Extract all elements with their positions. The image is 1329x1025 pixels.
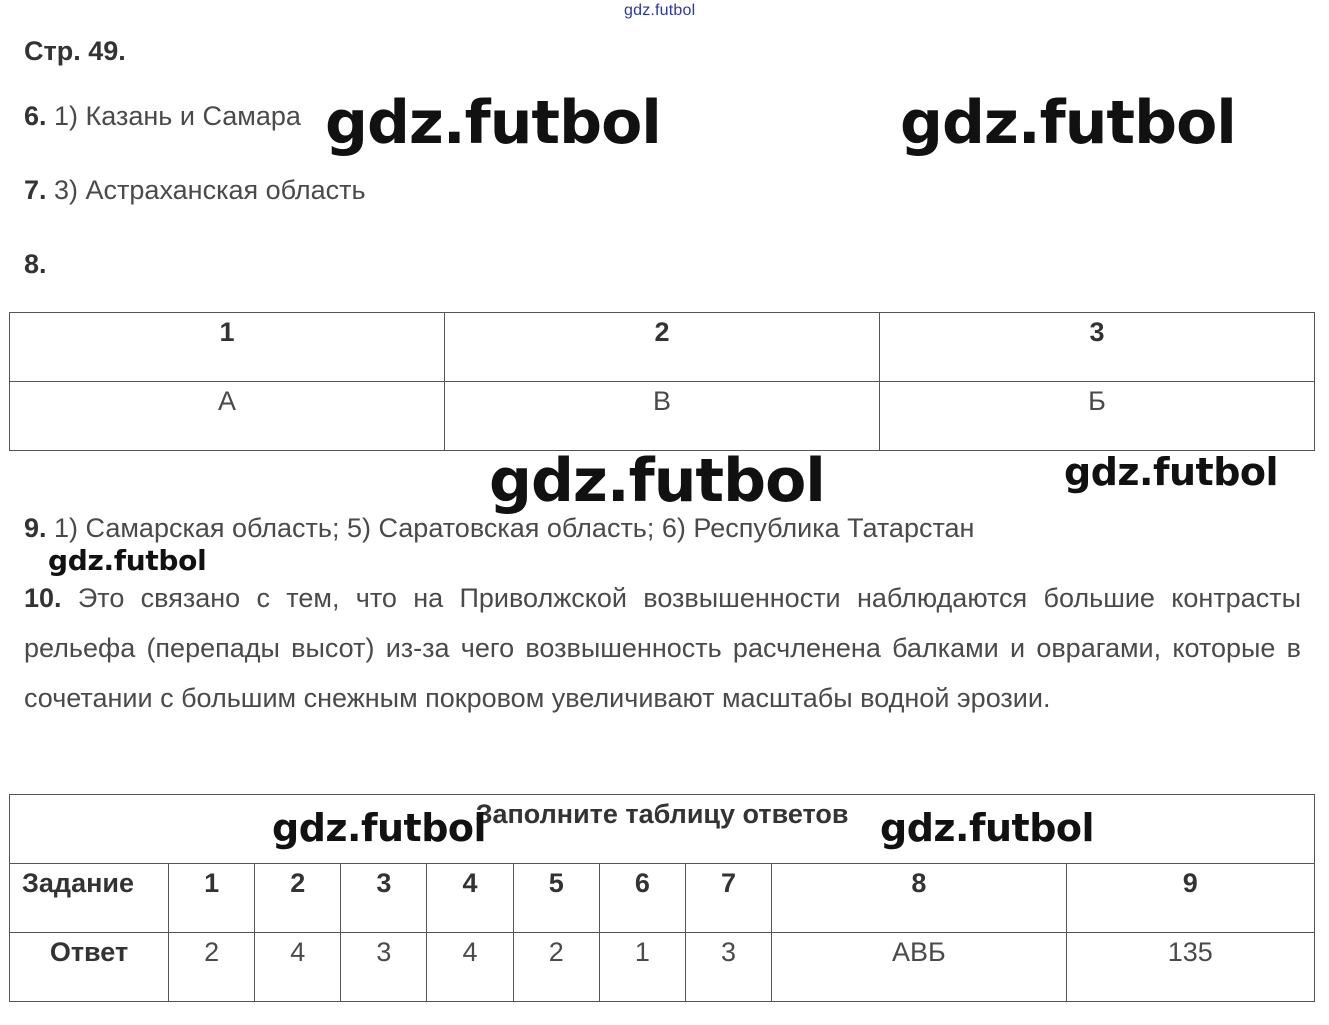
answer-6-number: 6. [24,101,47,131]
task-number-cell: 8 [772,864,1067,933]
page-heading: Стр. 49. [24,36,126,66]
answer-row-label: Ответ [10,933,169,1002]
task-number-cell: 5 [513,864,599,933]
answer-10-number: 10. [24,583,62,613]
answer-value-cell: 4 [255,933,341,1002]
task-8-value-cell: Б [880,382,1315,451]
answer-10 [24,573,1301,723]
task-8-header-cell: 2 [445,313,880,382]
answer-value-cell: 3 [341,933,427,1002]
watermark-overlay: gdz.futbol [900,88,1236,158]
watermark-overlay: gdz.futbol [48,544,207,577]
task-8-value-row [10,382,1315,451]
answer-7-number: 7. [24,175,47,205]
answer-8-number: 8. [24,249,47,279]
answer-value-cell: 2 [169,933,255,1002]
top-watermark: gdz.futbol [624,2,696,19]
answer-value-cell: 135 [1066,933,1314,1002]
task-8-value-cell: А [10,382,445,451]
watermark-overlay: gdz.futbol [272,806,487,850]
answer-value-cell: 4 [427,933,513,1002]
watermark-overlay: gdz.futbol [1064,450,1279,494]
task-8-header-cell: 1 [10,313,445,382]
task-number-cell: 7 [685,864,771,933]
answer-7 [24,175,366,206]
task-number-cell: 6 [599,864,685,933]
answer-6-text: 1) Казань и Самара [46,101,301,131]
task-row-label: Задание [10,864,169,933]
answer-7-text: 3) Астраханская область [46,175,366,205]
answers-table-caption: Заполните таблицу ответов [10,795,1315,864]
answer-value-cell: АВБ [772,933,1067,1002]
watermark-overlay: gdz.futbol [880,806,1095,850]
answers-table [9,794,1315,1002]
task-8-table [9,312,1315,451]
answer-8 [24,249,47,280]
watermark-overlay: gdz.futbol [489,446,825,516]
answer-value-cell: 3 [685,933,771,1002]
task-8-header-cell: 3 [880,313,1315,382]
task-8-value-cell: В [445,382,880,451]
watermark-overlay: gdz.futbol [325,88,661,158]
answer-value-cell: 1 [599,933,685,1002]
task-number-cell: 4 [427,864,513,933]
answers-table-caption-row [10,795,1315,864]
answers-table-answer-row [10,933,1315,1002]
answers-table-task-row [10,864,1315,933]
answer-10-text: Это связано с тем, что на Приволжской возвышенности наблюдаются большие контрасты рельефа (перепады высот) из-за чего возвышенность расчленена балками и оврагами, которые в сочетании с большим снежным покровом увеличивают масштабы водной эрозии. [24,583,1301,713]
task-number-cell: 1 [169,864,255,933]
answer-9-text: 1) Самарская область; 5) Саратовская область; 6) Республика Татарстан [46,513,975,543]
task-number-cell: 3 [341,864,427,933]
answer-9-number: 9. [24,513,47,543]
task-number-cell: 2 [255,864,341,933]
answer-value-cell: 2 [513,933,599,1002]
answer-6 [24,101,301,132]
task-number-cell: 9 [1066,864,1314,933]
task-8-header-row [10,313,1315,382]
answer-9 [24,513,974,544]
